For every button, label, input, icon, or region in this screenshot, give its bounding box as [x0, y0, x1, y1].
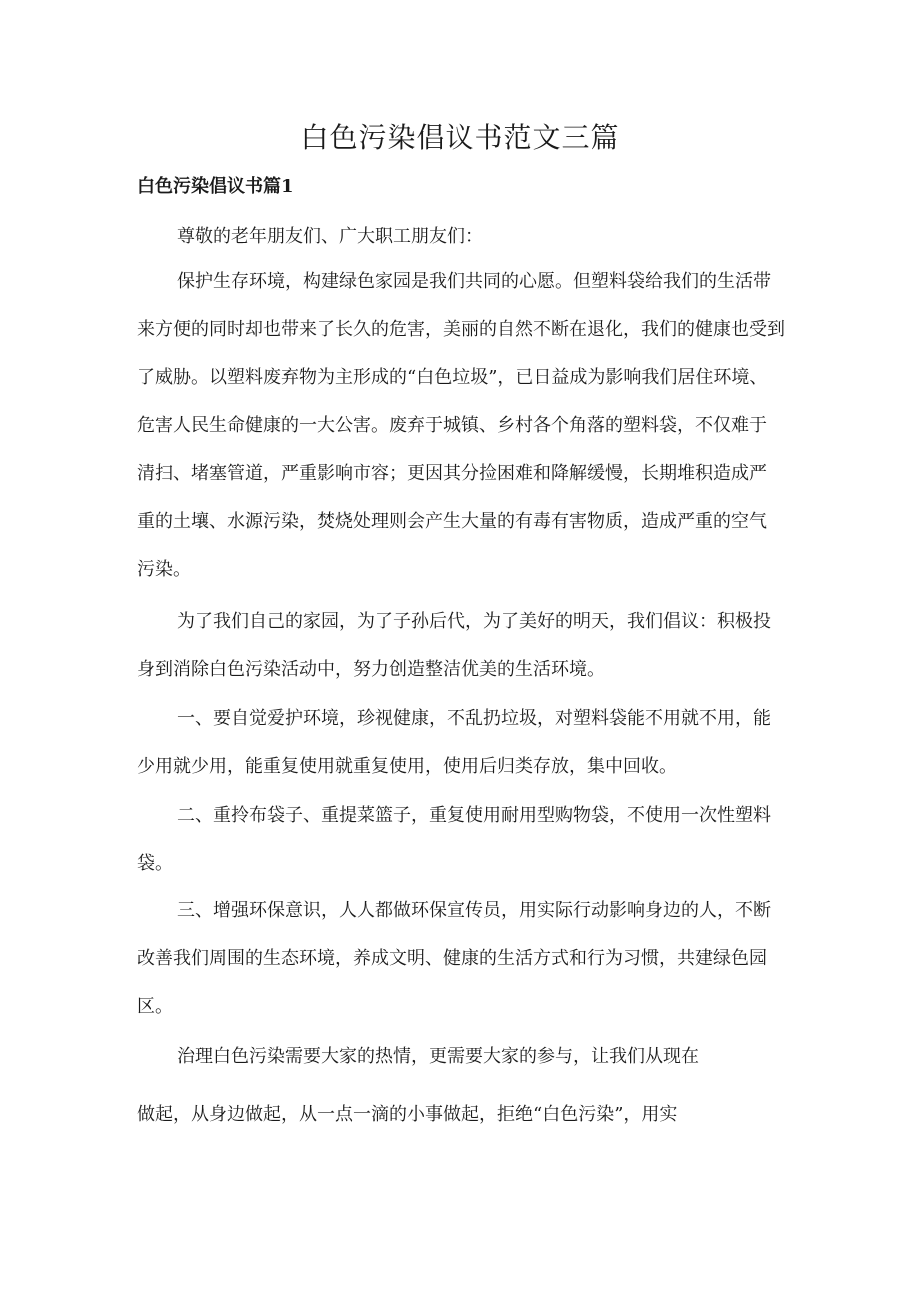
paragraph-3: 一、要自觉爱护环境，珍视健康，不乱扔垃圾，对塑料袋能不用就不用，能 少用就少用，能重复使用就重复使用，使用后归类存放，集中回收。 [137, 708, 771, 777]
paragraph-4: 二、重拎布袋子、重提菜篮子，重复使用耐用型购物袋，不使用一次性塑料 袋。 [137, 805, 771, 874]
section-heading: 白色污染倡议书篇1 [137, 176, 294, 197]
document-title: 白色污染倡议书范文三篇 [300, 121, 620, 154]
paragraph-1: 保护生存环境，构建绿色家园是我们共同的心愿。但塑料袋给我们的生活带 来方便的同时却也带来了长久的危害，美丽的自然不断在退化，我们的健康也受到 了威胁。以塑料废弃物为主形成的“白色垃圾”，已日益成为影响我们居住环境、 危害人民生命健康的一大公害。废弃于城镇、乡村各个角落的塑料袋，不仅难于 清扫、堵塞管道，严重影响市容；更因其分捡困难和降解缓慢，长期堆积造成严 重的土壤、水源污染，焚烧处理则会产生大量的有毒有害物质，造成严重的空气 污染。 [137, 271, 785, 580]
salutation: 尊敬的老年朋友们、广大职工朋友们： [177, 226, 483, 247]
closing-line-1: 治理白色污染需要大家的热情，更需要大家的参与，让我们从现在 [177, 1046, 699, 1067]
closing-line-2: 做起，从身边做起，从一点一滴的小事做起，拒绝“白色污染”，用实 [137, 1104, 678, 1125]
paragraph-5: 三、增强环保意识，人人都做环保宣传员，用实际行动影响身边的人，不断 改善我们周围的生态环境，养成文明、健康的生活方式和行为习惯，共建绿色园 区。 [137, 900, 771, 1017]
paragraph-2: 为了我们自己的家园，为了子孙后代，为了美好的明天，我们倡议：积极投 身到消除白色污染活动中，努力创造整洁优美的生活环境。 [137, 611, 771, 680]
